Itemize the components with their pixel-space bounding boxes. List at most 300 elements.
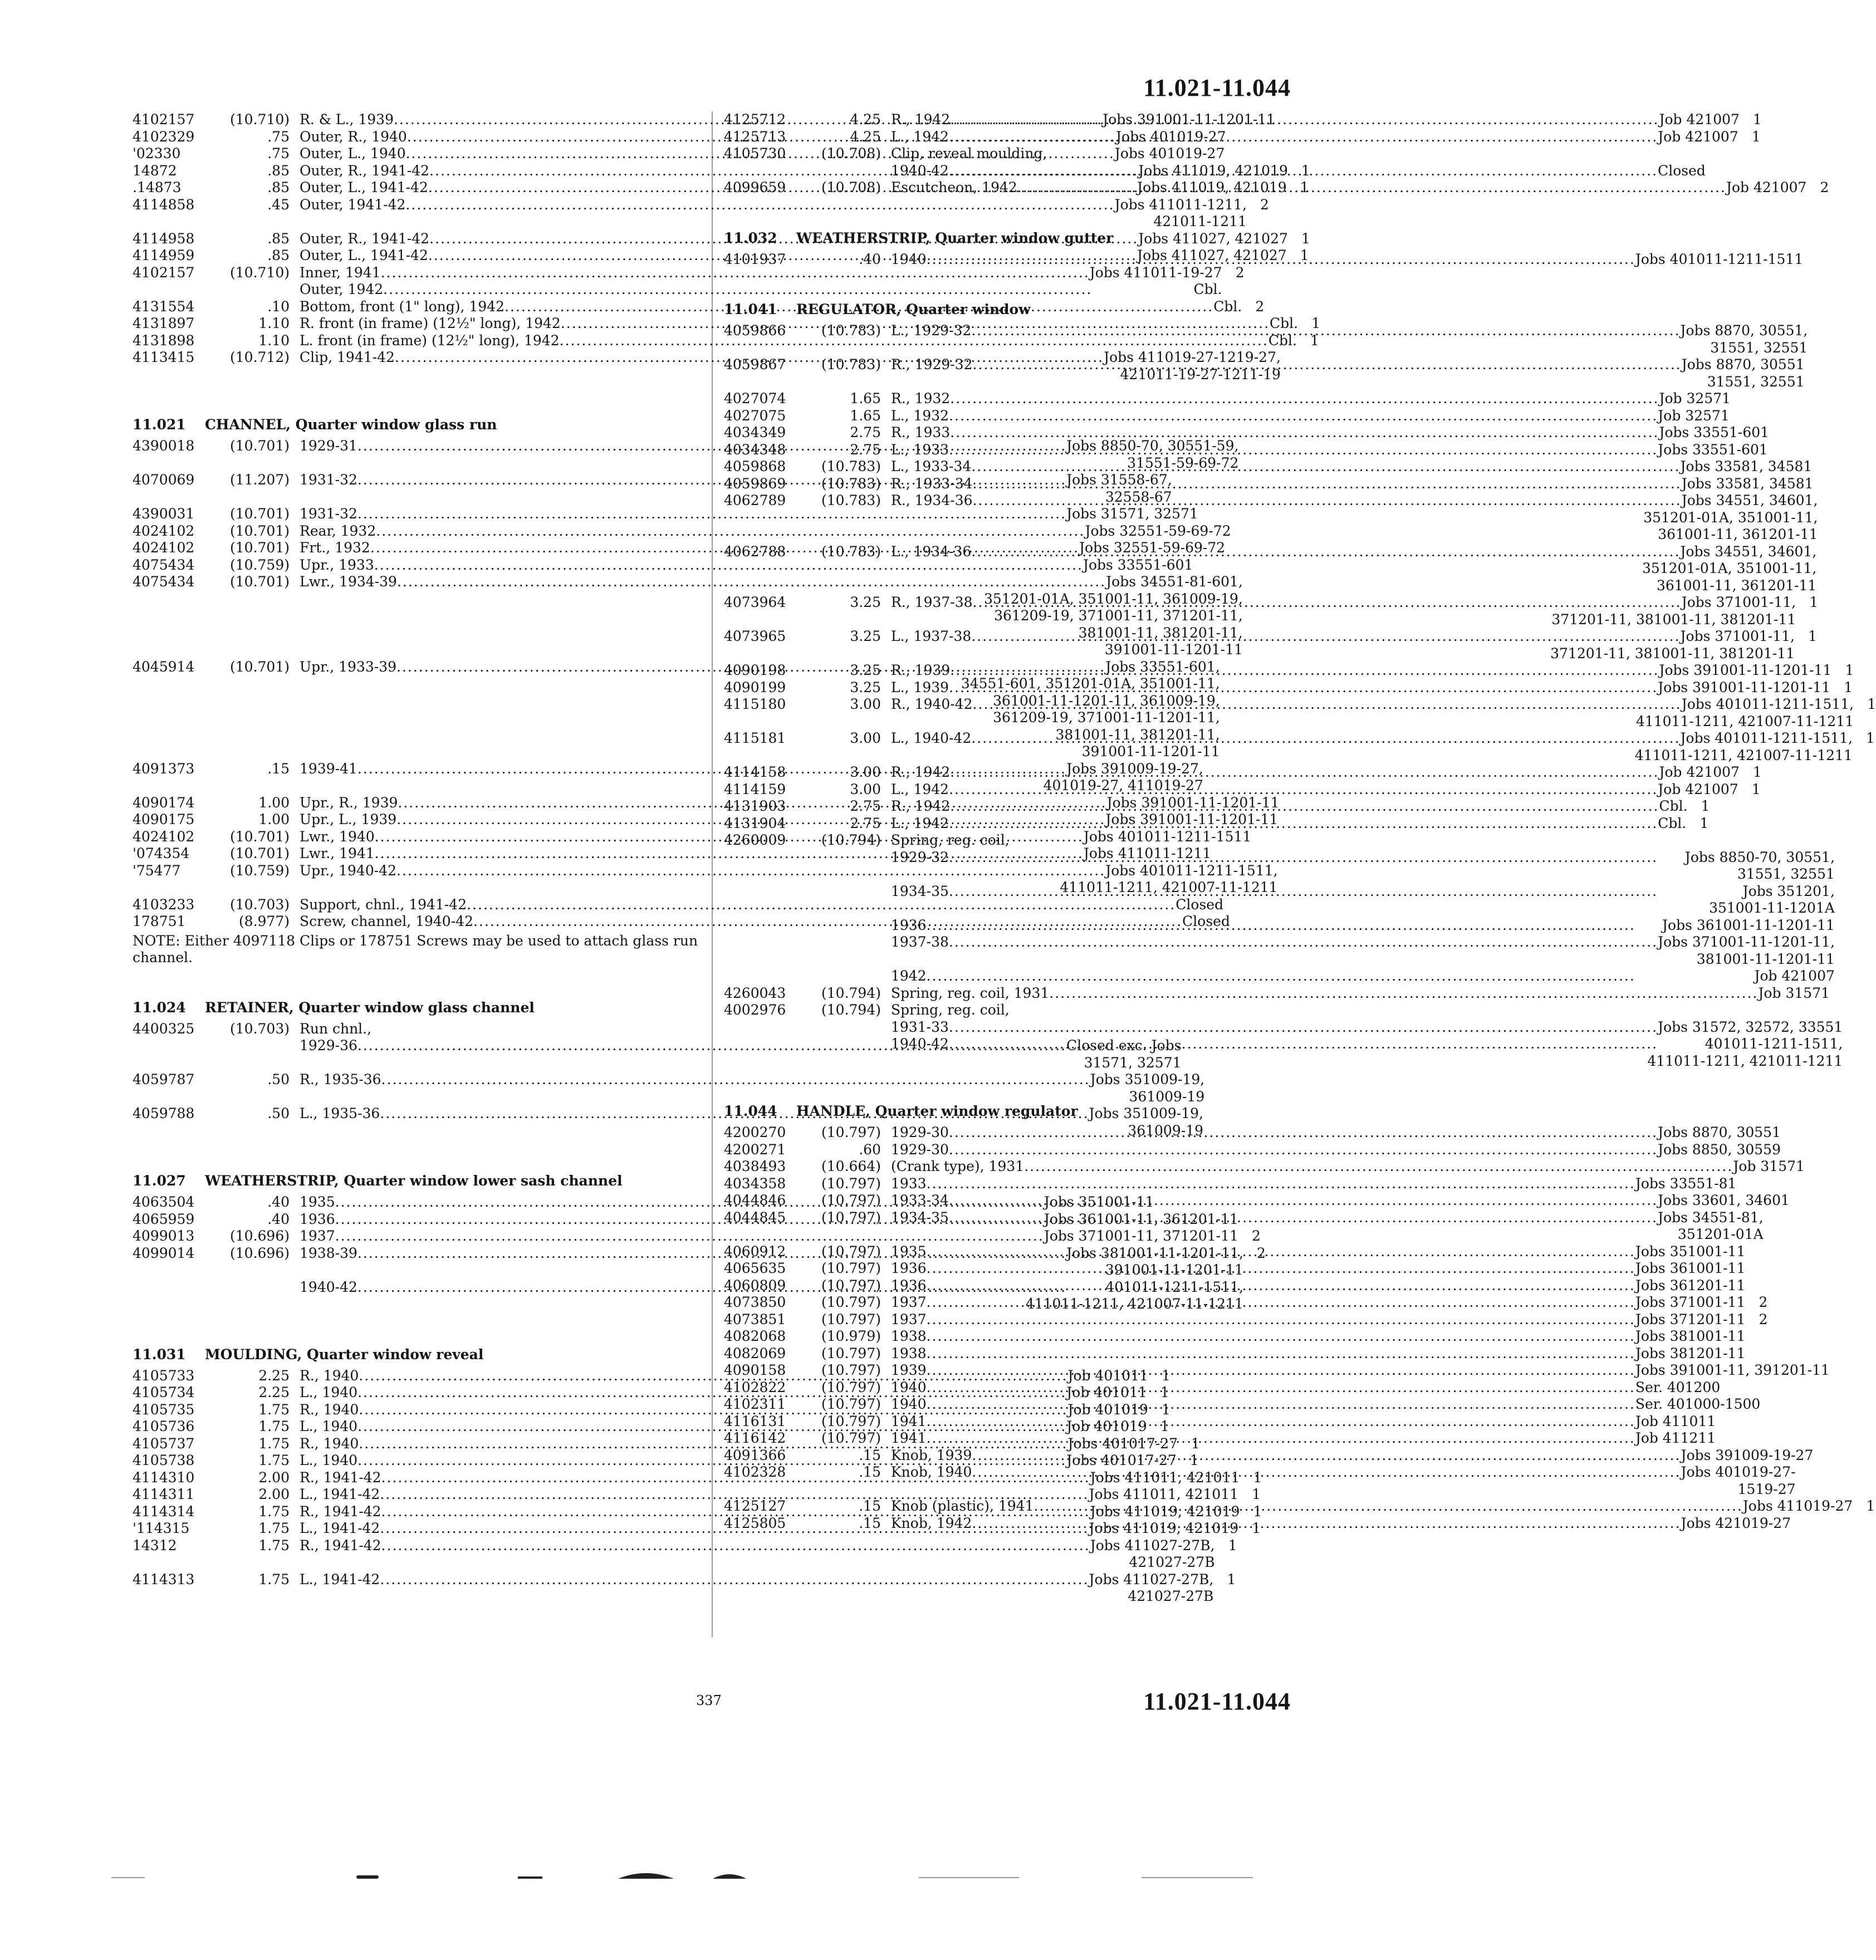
desc-continuation: 391001-11-1201-11 bbox=[1104, 641, 1243, 658]
desc-text: Outer, 1942 bbox=[300, 281, 384, 297]
desc-continuation: 381001-11, 381201-11, bbox=[1078, 624, 1243, 641]
desc-jobs: Jobs 391001-11-1201-11 bbox=[1105, 811, 1279, 827]
desc-line bbox=[891, 832, 1835, 849]
leader-dots bbox=[949, 1019, 1658, 1036]
leader-dots bbox=[971, 543, 1680, 561]
part-qty: 1 bbox=[1751, 128, 1761, 145]
part-price: (10.783) bbox=[821, 322, 881, 339]
leader-dots bbox=[971, 458, 1680, 476]
desc-jobs: Jobs 371001-11, bbox=[1680, 628, 1795, 644]
page-footer-range: 11.021-11.044 bbox=[1143, 1688, 1291, 1715]
part-number: 4090198 bbox=[724, 662, 786, 678]
part-price: (10.759) bbox=[230, 556, 290, 573]
part-number: 14312 bbox=[133, 1537, 177, 1554]
part-price: (10.797) bbox=[821, 1362, 881, 1378]
part-price: 1.00 bbox=[258, 794, 290, 811]
parts-entry bbox=[724, 1379, 1721, 1396]
part-qty: 1 bbox=[1301, 162, 1310, 179]
desc-line bbox=[891, 1294, 1745, 1311]
desc-text: 1941 bbox=[891, 1430, 927, 1446]
desc-text: Escutcheon, 1942 bbox=[891, 179, 1017, 195]
part-description bbox=[891, 1464, 1796, 1498]
part-number: 4034349 bbox=[724, 424, 786, 440]
part-price: 2.25 bbox=[258, 1384, 290, 1400]
parts-entry bbox=[724, 1345, 1746, 1363]
desc-jobs: Jobs 411027-27B, bbox=[1090, 1537, 1215, 1554]
part-qty: 1 bbox=[1191, 1435, 1201, 1452]
desc-continuation: 351201-01A, 351001-11, 361009-19, bbox=[984, 590, 1243, 607]
parts-entry bbox=[724, 730, 1875, 764]
desc-text: Spring, reg. coil, bbox=[891, 1002, 1010, 1018]
desc-text: Rear, 1932 bbox=[300, 522, 376, 539]
part-description bbox=[891, 1294, 1745, 1311]
part-qty: 1 bbox=[1844, 679, 1853, 695]
part-number: 4114158 bbox=[724, 764, 786, 780]
part-qty: 1 bbox=[1300, 247, 1309, 263]
part-price: 1.75 bbox=[258, 1435, 290, 1452]
continued-entries bbox=[724, 111, 1829, 197]
desc-text: 1941 bbox=[891, 1413, 927, 1429]
part-description bbox=[891, 1260, 1745, 1277]
part-price: .60 bbox=[859, 1141, 881, 1158]
parts-entry bbox=[724, 424, 1770, 442]
part-description bbox=[891, 492, 1818, 543]
leader-dots bbox=[973, 476, 1682, 493]
desc-text: 1929-30 bbox=[891, 1141, 949, 1158]
part-number: 4102311 bbox=[724, 1396, 786, 1412]
desc-jobs: Jobs 401011-1211-1511, bbox=[1105, 862, 1278, 879]
part-number: 4024102 bbox=[133, 522, 195, 539]
desc-text: Outer, L., 1941-42 bbox=[300, 179, 428, 195]
part-number: 4073965 bbox=[724, 628, 786, 644]
leader-dots bbox=[950, 798, 1659, 815]
parts-entry bbox=[724, 128, 1761, 146]
part-price: 1.75 bbox=[258, 1452, 290, 1468]
desc-text: R., 1937-38 bbox=[891, 594, 973, 610]
desc-text: Screw, channel, 1940-42 bbox=[300, 913, 473, 929]
desc-text: Outer, R., 1940 bbox=[300, 128, 407, 145]
desc-jobs: Jobs 8850-70, 30551-59, bbox=[1066, 438, 1239, 454]
part-price: 1.75 bbox=[258, 1537, 290, 1554]
part-price: (10.794) bbox=[821, 832, 881, 848]
parts-entry bbox=[133, 506, 1198, 523]
desc-line bbox=[891, 1158, 1805, 1175]
desc-continuation: 361209-19, 371001-11, 371201-11, bbox=[994, 607, 1243, 624]
part-qty: 1 bbox=[1160, 1384, 1169, 1400]
desc-text: 1937 bbox=[891, 1294, 927, 1310]
desc-line bbox=[891, 1192, 1790, 1209]
part-price: (10.703) bbox=[230, 1020, 290, 1037]
desc-text: R., 1942 bbox=[891, 111, 951, 128]
part-number: 4103233 bbox=[133, 896, 195, 913]
parts-entry bbox=[133, 556, 1193, 574]
part-number: 4082068 bbox=[724, 1328, 786, 1344]
part-price: .50 bbox=[267, 1071, 290, 1087]
desc-jobs: Jobs 411011, 421011 bbox=[1089, 1486, 1239, 1502]
part-description bbox=[891, 1209, 1764, 1243]
desc-text: 1937 bbox=[300, 1228, 335, 1244]
desc-continuation: 351201-01A bbox=[1677, 1226, 1764, 1242]
part-number: 4065635 bbox=[724, 1260, 786, 1276]
desc-jobs: Jobs 401017-27 bbox=[1066, 1452, 1177, 1468]
desc-continuation: 31551, 32551 bbox=[1710, 339, 1808, 356]
part-number: 4125805 bbox=[724, 1515, 786, 1531]
desc-jobs: Jobs 391009-19-27 bbox=[1681, 1447, 1814, 1463]
leader-dots bbox=[949, 781, 1658, 798]
desc-jobs: Cbl. bbox=[1213, 298, 1242, 315]
desc-jobs: Cbl. bbox=[1268, 332, 1297, 349]
desc-jobs: Jobs 31558-67, bbox=[1066, 472, 1172, 488]
desc-text: 1939 bbox=[891, 1362, 927, 1378]
desc-continuation: 34551-601, 351201-01A, 351001-11, bbox=[961, 675, 1220, 692]
leader-dots bbox=[949, 1036, 1705, 1053]
parts-entry bbox=[724, 1243, 1746, 1261]
desc-text: 1934-35 bbox=[891, 1209, 949, 1226]
desc-text: Clip, reveal moulding, bbox=[891, 145, 1047, 161]
part-number: 4059788 bbox=[133, 1105, 195, 1121]
desc-jobs: Jobs 381001-11-1201-11, bbox=[1066, 1244, 1243, 1261]
part-qty: 1 bbox=[1160, 1418, 1169, 1434]
desc-line bbox=[891, 145, 1706, 163]
part-price: 3.25 bbox=[850, 679, 881, 695]
desc-jobs: Cbl. bbox=[1659, 798, 1688, 814]
part-price: (11.207) bbox=[230, 472, 290, 488]
part-price: (10.701) bbox=[230, 845, 290, 861]
desc-jobs: Jobs 371001-11, bbox=[1681, 594, 1796, 610]
leader-dots bbox=[971, 730, 1680, 747]
desc-jobs: Jobs 33551-601 bbox=[1658, 441, 1768, 458]
part-price: (10.783) bbox=[821, 492, 881, 508]
part-description bbox=[891, 1311, 1745, 1329]
part-number: 4114310 bbox=[133, 1469, 195, 1486]
part-price: 1.75 bbox=[258, 1418, 290, 1434]
desc-continuation: 401019-27, 411019-27 bbox=[1043, 777, 1203, 793]
parts-entry bbox=[724, 662, 1854, 679]
part-number: 4044845 bbox=[724, 1209, 786, 1226]
desc-continuation: 361001-11, 361201-11 bbox=[1657, 577, 1817, 594]
part-price: (10.794) bbox=[821, 1002, 881, 1018]
desc-jobs: Jobs 351009-19, bbox=[1089, 1105, 1204, 1121]
leader-dots bbox=[1017, 179, 1726, 197]
part-qty: 1 bbox=[1751, 781, 1761, 797]
desc-text: L., 1941-42 bbox=[300, 1486, 380, 1502]
part-price: (10.797) bbox=[821, 1277, 881, 1293]
desc-jobs: Jobs 8850, 30559 bbox=[1658, 1141, 1781, 1158]
part-price: 3.25 bbox=[850, 662, 881, 678]
desc-text: 1937 bbox=[891, 1311, 927, 1327]
part-description bbox=[891, 1396, 1760, 1413]
desc-text: 1940 bbox=[891, 1396, 927, 1412]
desc-line bbox=[300, 1571, 1213, 1589]
part-price: .50 bbox=[267, 1105, 290, 1121]
part-description bbox=[891, 832, 1835, 985]
desc-line bbox=[891, 1328, 1745, 1345]
parts-entry bbox=[724, 356, 1805, 390]
part-description bbox=[891, 390, 1731, 408]
desc-text: 1940-42 bbox=[891, 162, 949, 179]
desc-text: R., 1942 bbox=[891, 798, 951, 814]
desc-jobs: Cbl. bbox=[1193, 281, 1222, 297]
part-price: (10.664) bbox=[821, 1158, 881, 1174]
desc-jobs: Jobs 33601, 34601 bbox=[1658, 1192, 1790, 1208]
parts-entry bbox=[724, 679, 1853, 697]
desc-continuation: 371201-11, 381001-11, 381201-11 bbox=[1550, 645, 1795, 661]
desc-text: 1940 bbox=[891, 1379, 927, 1395]
part-qty: 1 bbox=[1866, 1498, 1875, 1514]
part-price: 3.25 bbox=[850, 628, 881, 644]
part-number: 4062789 bbox=[724, 492, 786, 508]
part-qty bbox=[1745, 1260, 1767, 1277]
desc-jobs: Jobs 371201-11 bbox=[1635, 1311, 1746, 1327]
parts-entry bbox=[133, 896, 1224, 914]
leader-dots bbox=[949, 1141, 1658, 1159]
desc-text: R., 1940 bbox=[300, 1367, 359, 1384]
part-price: 1.10 bbox=[258, 332, 290, 349]
parts-entry bbox=[724, 781, 1761, 798]
part-qty bbox=[1808, 322, 1830, 356]
part-price: (10.701) bbox=[230, 506, 290, 522]
desc-continuation: 351001-11-1201A bbox=[1709, 900, 1835, 916]
part-number: 14872 bbox=[133, 162, 177, 179]
desc-jobs: Jobs 391001-11-1201-11 bbox=[1106, 794, 1280, 811]
desc-jobs: Jobs 351001-11 bbox=[1044, 1194, 1154, 1210]
part-price: (8.977) bbox=[238, 913, 290, 929]
part-qty: 1 bbox=[1311, 315, 1321, 331]
part-number: 4400325 bbox=[133, 1020, 195, 1037]
desc-text: R., 1932 bbox=[891, 390, 951, 406]
part-price: .40 bbox=[267, 1194, 290, 1210]
part-description bbox=[891, 798, 1688, 815]
desc-jobs: Job 421007 bbox=[1754, 968, 1835, 984]
part-qty bbox=[1781, 1124, 1803, 1141]
leader-dots bbox=[973, 594, 1682, 611]
parts-entry bbox=[724, 543, 1817, 595]
parts-entry bbox=[724, 1396, 1761, 1413]
part-number: 4114159 bbox=[724, 781, 786, 797]
part-description bbox=[891, 111, 1740, 129]
desc-continuation: 361001-11-1201-11, 361009-19, bbox=[993, 692, 1220, 709]
desc-jobs: Jobs 31571, 32571 bbox=[1066, 506, 1198, 522]
desc-text: 1940-42 bbox=[891, 1036, 949, 1052]
desc-jobs: Jobs 371001-11 bbox=[1635, 1294, 1746, 1310]
desc-text: Spring, reg. coil, 1931 bbox=[891, 984, 1050, 1001]
desc-text: Outer, L., 1940 bbox=[300, 145, 406, 161]
part-price: (10.696) bbox=[230, 1228, 290, 1244]
desc-line bbox=[891, 1277, 1745, 1295]
desc-line bbox=[891, 179, 1806, 197]
part-qty bbox=[1745, 1243, 1767, 1261]
part-number: 4131903 bbox=[724, 798, 786, 814]
part-number: 4105734 bbox=[133, 1384, 195, 1400]
desc-line bbox=[891, 815, 1686, 832]
part-qty bbox=[1816, 543, 1839, 595]
desc-text: Run chnl., bbox=[300, 1020, 372, 1037]
part-price: (10.783) bbox=[821, 356, 881, 373]
part-price: .45 bbox=[267, 196, 290, 213]
section-title bbox=[133, 1172, 701, 1190]
part-price: .10 bbox=[267, 298, 290, 315]
desc-text: 1938 bbox=[891, 1328, 927, 1344]
part-number: 4070069 bbox=[133, 472, 195, 488]
desc-jobs: Jobs 8870, 30551, bbox=[1680, 322, 1808, 339]
desc-jobs: Jobs 391009-19-27, bbox=[1066, 760, 1203, 777]
part-qty bbox=[1736, 1175, 1759, 1193]
leader-dots bbox=[949, 408, 1658, 425]
desc-text: R., 1929-32 bbox=[891, 356, 973, 373]
desc-jobs: Closed bbox=[1182, 913, 1230, 929]
parts-entry bbox=[133, 522, 1231, 540]
parts-entry bbox=[133, 1228, 1261, 1245]
section-number: 11.044 bbox=[724, 1103, 777, 1119]
desc-text: Upr., R., 1939 bbox=[300, 794, 398, 811]
part-description bbox=[891, 1379, 1720, 1396]
desc-jobs: Job 401011 bbox=[1067, 1367, 1148, 1384]
desc-continuation: 31551-59-69-72 bbox=[1127, 454, 1239, 471]
desc-text: 1934-35 bbox=[891, 883, 949, 899]
page-number: 337 bbox=[696, 1693, 722, 1708]
parts-entry bbox=[724, 1328, 1746, 1345]
right-column bbox=[724, 111, 1876, 1564]
desc-text: Upr., 1933-39 bbox=[300, 658, 396, 675]
desc-jobs: Jobs 32551-59-69-72 bbox=[1085, 522, 1231, 539]
part-number: 4131904 bbox=[724, 815, 786, 831]
part-qty: 2 bbox=[1260, 196, 1269, 213]
part-price: (10.701) bbox=[230, 828, 290, 845]
desc-jobs: Jobs 351001-11 bbox=[1635, 1243, 1746, 1260]
part-price: (10.797) bbox=[821, 1209, 881, 1226]
part-price: 2.00 bbox=[258, 1469, 290, 1486]
desc-jobs: Jobs 411027, 421027 bbox=[1137, 247, 1287, 263]
section-title bbox=[724, 229, 1292, 248]
desc-text: 1933-34 bbox=[891, 1192, 949, 1208]
desc-text: (Crank type), 1931 bbox=[891, 1158, 1025, 1174]
part-price: (10.701) bbox=[230, 574, 290, 590]
desc-text: 1931-32 bbox=[300, 472, 357, 488]
desc-jobs: Job 32571 bbox=[1659, 390, 1731, 406]
desc-jobs: Jobs 401011-1211-1511, bbox=[1680, 730, 1853, 746]
desc-jobs: Jobs 391001-11-1201-11 bbox=[1103, 111, 1276, 128]
desc-text: Knob, 1942 bbox=[891, 1515, 972, 1531]
part-price: (10.712) bbox=[230, 349, 290, 365]
part-price: .15 bbox=[859, 1515, 881, 1531]
desc-text: R., 1939 bbox=[891, 662, 951, 678]
part-number: 4091373 bbox=[133, 760, 195, 777]
parts-entry bbox=[133, 196, 1269, 231]
desc-text: R., 1941-42 bbox=[300, 1537, 381, 1554]
part-qty: 1 bbox=[1300, 179, 1309, 195]
part-qty bbox=[1805, 356, 1827, 390]
part-qty: 2 bbox=[1759, 1294, 1768, 1310]
part-price: 4.25 bbox=[850, 128, 881, 145]
desc-text: R., 1933 bbox=[891, 424, 951, 440]
part-qty: 1 bbox=[1162, 1367, 1170, 1384]
part-price: (10.797) bbox=[821, 1413, 881, 1429]
part-qty: 1 bbox=[1162, 1401, 1170, 1418]
part-qty: 1 bbox=[1808, 628, 1818, 644]
parts-entry bbox=[724, 390, 1731, 408]
part-description bbox=[891, 129, 1738, 146]
part-price: 1.65 bbox=[850, 407, 881, 424]
desc-text: Clip, 1941-42 bbox=[300, 349, 395, 365]
part-price: (10.708) bbox=[821, 179, 881, 195]
section-number: 11.031 bbox=[133, 1346, 186, 1363]
part-qty: 1 bbox=[1699, 815, 1709, 831]
leader-dots bbox=[1049, 985, 1758, 1002]
part-price: 1.75 bbox=[258, 1401, 290, 1418]
section-name: CHANNEL, Quarter window glass run bbox=[205, 416, 497, 433]
desc-text: 1929-36 bbox=[300, 1037, 357, 1054]
desc-text: R., 1940 bbox=[300, 1435, 359, 1452]
part-qty: 1 bbox=[1310, 332, 1319, 349]
part-number: 4105736 bbox=[133, 1418, 195, 1434]
desc-text: L., 1940 bbox=[300, 1452, 358, 1468]
desc-line bbox=[891, 356, 1805, 374]
part-price: 1.00 bbox=[258, 811, 290, 827]
part-description bbox=[891, 594, 1796, 628]
desc-jobs: Job 411011 bbox=[1635, 1413, 1716, 1429]
desc-text: R., 1942 bbox=[891, 764, 951, 780]
leader-dots bbox=[927, 251, 1635, 268]
part-number: '074354 bbox=[133, 845, 190, 861]
desc-text: 1938 bbox=[891, 1345, 927, 1361]
desc-jobs: Jobs 411027-27B, bbox=[1089, 1571, 1214, 1587]
leader-dots bbox=[927, 1260, 1635, 1277]
leader-dots bbox=[971, 322, 1680, 340]
parts-entry bbox=[724, 984, 1830, 1002]
part-number: 4060809 bbox=[724, 1277, 786, 1293]
part-price: 2.75 bbox=[850, 441, 881, 458]
part-price: 1.75 bbox=[258, 1503, 290, 1520]
desc-text: Knob, 1940 bbox=[891, 1464, 972, 1480]
desc-text: R. & L., 1939 bbox=[300, 111, 394, 128]
part-number: '02330 bbox=[133, 145, 181, 161]
leader-dots bbox=[927, 1328, 1635, 1345]
part-number: 4114959 bbox=[133, 247, 195, 263]
parts-entry bbox=[724, 1192, 1790, 1209]
parts-entry bbox=[724, 798, 1710, 815]
part-number: 4024102 bbox=[133, 828, 195, 845]
desc-text: 1935 bbox=[300, 1194, 335, 1210]
parts-entry bbox=[724, 1311, 1768, 1329]
desc-continuation: 421011-1211 bbox=[1153, 213, 1247, 229]
desc-jobs: Job 421007 bbox=[1658, 781, 1738, 797]
desc-text: R., 1941-42 bbox=[300, 1503, 381, 1520]
leader-dots bbox=[927, 1396, 1635, 1413]
desc-jobs: Jobs 411011-19-27 bbox=[1089, 264, 1222, 281]
desc-jobs: Jobs 411019, 421019 bbox=[1137, 179, 1287, 195]
desc-text: Support, chnl., 1941-42 bbox=[300, 896, 467, 913]
section-11-044 bbox=[724, 1102, 1875, 1532]
section-11-032 bbox=[724, 229, 1804, 268]
desc-line bbox=[891, 628, 1795, 645]
part-price: (10.797) bbox=[821, 1345, 881, 1361]
desc-line bbox=[891, 1141, 1781, 1159]
part-description bbox=[891, 179, 1806, 197]
desc-jobs: Jobs 361001-11-1201-11 bbox=[1662, 917, 1835, 933]
desc-text: R., 1941-42 bbox=[300, 1469, 381, 1486]
desc-text: 1931-33 bbox=[891, 1018, 949, 1035]
desc-text: 1936 bbox=[300, 1211, 335, 1227]
part-number: 4075434 bbox=[133, 574, 195, 590]
parts-entry bbox=[724, 441, 1768, 459]
part-number: 4114858 bbox=[133, 196, 195, 213]
desc-line bbox=[891, 1464, 1796, 1481]
part-description bbox=[891, 781, 1738, 798]
leader-dots bbox=[927, 1294, 1635, 1311]
desc-continuation: 31571, 32571 bbox=[1084, 1054, 1182, 1071]
desc-text: Upr., 1933 bbox=[300, 556, 374, 573]
part-number: 4114958 bbox=[133, 230, 195, 247]
